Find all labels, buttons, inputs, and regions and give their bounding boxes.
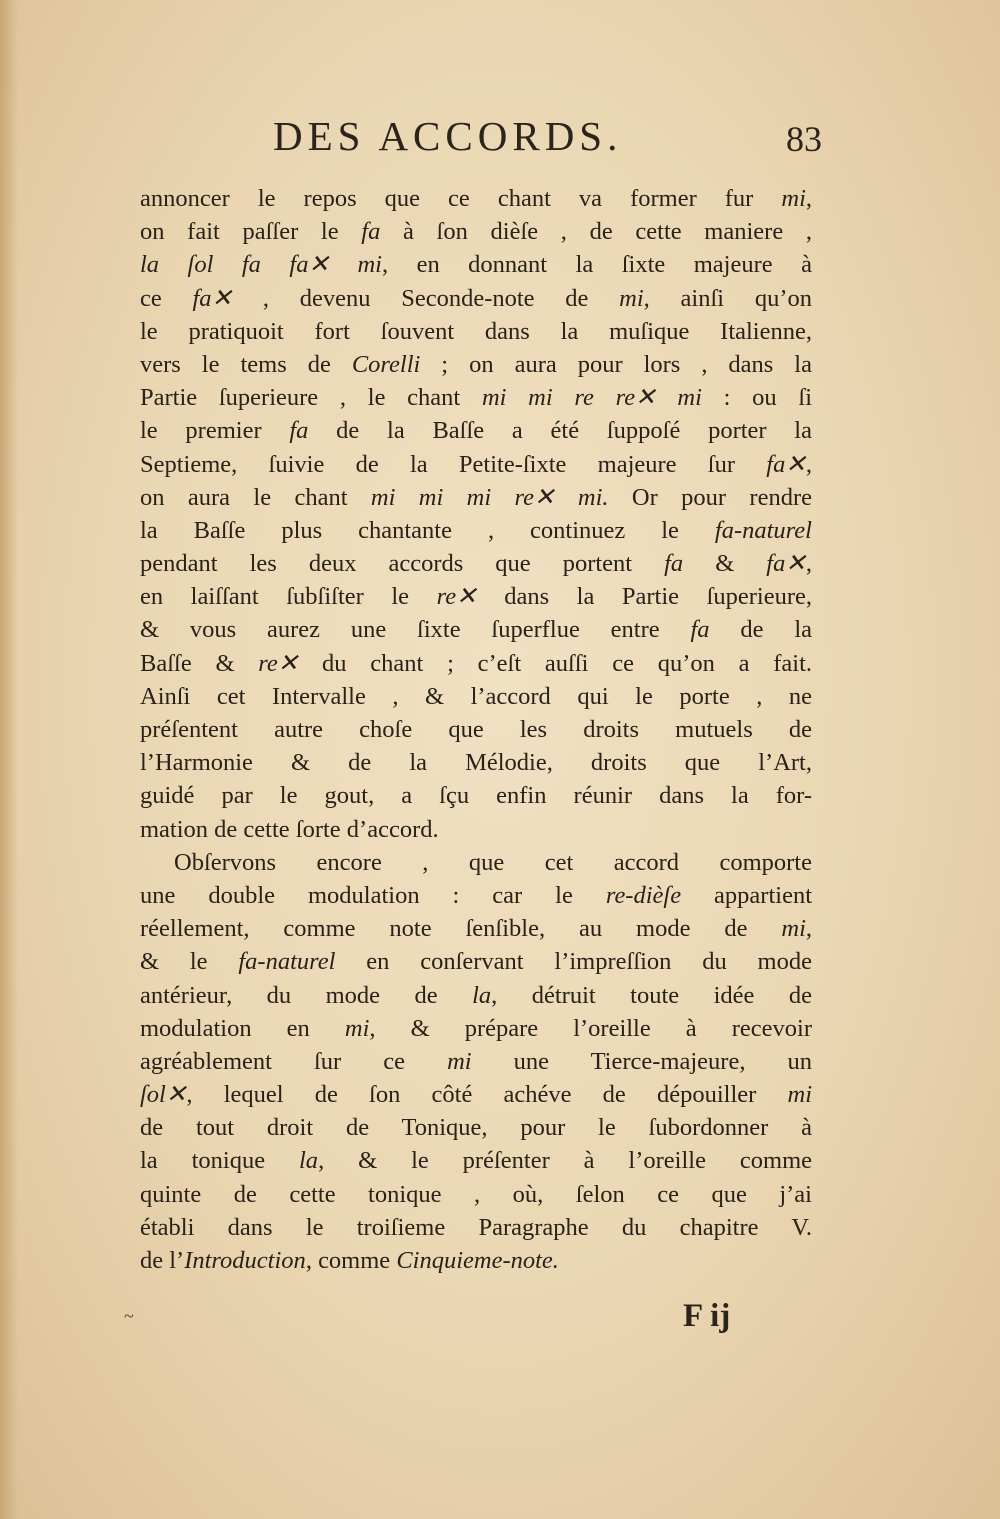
text-run: Or pour rendre bbox=[608, 483, 812, 511]
text-run: , devenu Seconde-note de bbox=[232, 284, 620, 312]
text-line bbox=[140, 1078, 812, 1111]
text-run: le pratiquoit fort ſouvent dans la muſique Italienne, bbox=[140, 317, 812, 345]
text-run: préſentent autre choſe que les droits mutuels de bbox=[140, 716, 812, 743]
text-line bbox=[140, 879, 812, 912]
italic-run: mi bbox=[344, 1014, 370, 1042]
text-run: Partie ſuperieure , le chant bbox=[140, 384, 482, 412]
text-run: une double modulation : car le bbox=[140, 881, 606, 909]
running-head-title: DES ACCORDS. bbox=[273, 113, 623, 159]
text-line bbox=[140, 315, 812, 348]
text-line bbox=[140, 1144, 812, 1177]
italic-run: fa✕ bbox=[766, 450, 806, 478]
text-run: de la bbox=[709, 616, 813, 644]
italic-run: fa bbox=[289, 417, 309, 445]
text-line bbox=[140, 613, 812, 646]
text-line bbox=[140, 381, 812, 414]
text-line bbox=[140, 414, 812, 447]
text-line bbox=[140, 846, 812, 879]
text-line bbox=[140, 680, 812, 713]
text-run: & le bbox=[140, 948, 239, 976]
text-run: on fait paſſer le bbox=[140, 218, 362, 246]
text-run: à ſon dièſe , de cette maniere , bbox=[380, 218, 812, 246]
text-run: pendant les deux accords que portent bbox=[140, 550, 665, 578]
text-line bbox=[140, 182, 812, 215]
text-run: de tout droit de Tonique, pour le ſubordonner à bbox=[140, 1114, 812, 1142]
text-run: l’Harmonie & de la Mélodie, droits que l’Art, bbox=[140, 749, 812, 777]
text-run: agréablement ſur ce bbox=[140, 1047, 448, 1075]
italic-run: re✕ bbox=[436, 583, 477, 611]
italic-run: mi bbox=[619, 284, 644, 312]
text-run: , & prépare l’oreille à recevoir bbox=[369, 1014, 812, 1042]
text-run: & vous aurez une ſixte ſuperflue entre bbox=[140, 616, 691, 644]
text-line bbox=[140, 746, 812, 779]
text-line bbox=[140, 1211, 812, 1244]
text-run: une Tierce-majeure, un bbox=[471, 1047, 812, 1075]
text-run: , détruit toute idée de bbox=[491, 981, 812, 1009]
text-run: modulation en bbox=[140, 1014, 345, 1042]
text-line bbox=[140, 1244, 812, 1277]
text-line bbox=[140, 647, 812, 680]
text-run: & bbox=[683, 550, 767, 578]
text-run: mation de cette ſorte d’accord. bbox=[140, 815, 439, 843]
text-run: antérieur, du mode de bbox=[140, 981, 473, 1009]
italic-run: re✕ bbox=[258, 649, 299, 677]
text-run: vers le tems de bbox=[140, 350, 352, 378]
text-line bbox=[140, 514, 812, 547]
italic-run: mi mi re re✕ mi bbox=[481, 384, 702, 412]
text-line bbox=[140, 580, 812, 613]
text-line bbox=[140, 779, 812, 812]
text-line bbox=[140, 945, 812, 978]
italic-run: re-dièſe bbox=[605, 881, 682, 909]
text-line bbox=[140, 979, 812, 1012]
italic-run: fa-naturel bbox=[238, 948, 336, 976]
text-line bbox=[140, 348, 812, 381]
italic-run: fa bbox=[361, 218, 381, 246]
text-line bbox=[140, 282, 812, 315]
italic-run: Cinquieme-note. bbox=[396, 1247, 559, 1274]
text-run: quinte de cette tonique , où, ſelon ce que j’ai bbox=[140, 1180, 812, 1208]
text-run: ce bbox=[140, 284, 193, 312]
text-line bbox=[140, 1178, 812, 1211]
text-run: Obſervons encore , que cet accord comporte bbox=[174, 848, 812, 876]
text-run: , bbox=[805, 450, 812, 478]
italic-run: la bbox=[472, 981, 492, 1009]
text-line bbox=[140, 1012, 812, 1045]
italic-run: fa-naturel bbox=[714, 516, 812, 544]
text-run: la Baſſe plus chantante , continuez le bbox=[140, 516, 715, 544]
italic-run: Corelli bbox=[351, 350, 421, 378]
text-run: établi dans le troiſieme Paragraphe du chapitre V. bbox=[140, 1213, 812, 1241]
italic-run: Introduction bbox=[184, 1247, 306, 1274]
text-run: , & le préſenter à l’oreille comme bbox=[318, 1147, 812, 1175]
italic-run: fa✕ bbox=[766, 550, 806, 578]
italic-run: mi mi mi re✕ mi. bbox=[370, 483, 609, 511]
italic-run: mi bbox=[781, 185, 806, 212]
text-line bbox=[140, 813, 812, 846]
text-run: , lequel de ſon côté achéve de dépouiller bbox=[186, 1081, 788, 1109]
text-run: , ainſi qu’on bbox=[643, 284, 812, 312]
text-line bbox=[140, 248, 812, 281]
text-run: on aura le chant bbox=[140, 483, 371, 511]
text-line bbox=[140, 713, 812, 746]
text-run: , bbox=[805, 185, 812, 212]
text-line bbox=[140, 1111, 812, 1144]
italic-run: ſol✕ bbox=[140, 1081, 187, 1109]
text-run: , bbox=[805, 915, 812, 943]
page-number: 83 bbox=[786, 119, 822, 159]
text-run: guidé par le gout, a ſçu enfin réunir dans la for- bbox=[140, 782, 812, 810]
text-run: dans la Partie ſuperieure, bbox=[476, 583, 813, 611]
italic-run: fa bbox=[690, 616, 710, 644]
text-run: , en donnant la ſixte majeure à bbox=[381, 251, 812, 279]
text-line bbox=[140, 481, 812, 514]
body-text bbox=[140, 182, 812, 1277]
text-line bbox=[140, 1045, 812, 1078]
text-line bbox=[140, 448, 812, 481]
text-run: appartient bbox=[681, 881, 813, 909]
text-run: , bbox=[805, 550, 813, 578]
italic-run: mi bbox=[787, 1081, 812, 1109]
italic-run: la bbox=[299, 1147, 319, 1175]
text-run: : ou ſi bbox=[701, 384, 813, 412]
text-run: du chant ; c’eſt auſſi ce qu’on a fait. bbox=[298, 649, 813, 677]
italic-run: fa bbox=[664, 550, 684, 578]
text-run: en laiſſant ſubſiſter le bbox=[140, 583, 437, 611]
text-run: ; on aura pour lors , dans la bbox=[420, 350, 812, 378]
text-line bbox=[140, 912, 812, 945]
text-run: en conſervant l’impreſſion du mode bbox=[335, 948, 812, 976]
italic-run: fa✕ bbox=[192, 284, 233, 312]
text-run: de l’ bbox=[140, 1247, 185, 1274]
running-head bbox=[138, 112, 828, 162]
text-run: Baſſe & bbox=[140, 649, 259, 677]
italic-run: mi bbox=[447, 1047, 472, 1075]
text-line bbox=[140, 215, 812, 248]
signature-mark: F ij bbox=[683, 1298, 731, 1334]
text-run: Septieme, ſuivie de la Petite-ſixte majeure ſur bbox=[140, 450, 767, 478]
text-run: , comme bbox=[305, 1247, 397, 1274]
text-line bbox=[140, 547, 812, 580]
text-run: la tonique bbox=[140, 1147, 299, 1175]
printer-mark: ~ bbox=[124, 1306, 134, 1326]
text-run: de la Baſſe a été ſuppoſé porter la bbox=[308, 417, 812, 445]
italic-run: la ſol fa fa✕ mi bbox=[140, 251, 382, 279]
text-run: le premier bbox=[140, 417, 290, 445]
page-edge-shadow bbox=[0, 0, 18, 1519]
italic-run: mi bbox=[781, 915, 806, 943]
text-run: Ainſi cet Intervalle , & l’accord qui le porte , ne bbox=[140, 682, 812, 710]
text-run: réellement, comme note ſenſible, au mode de bbox=[140, 915, 782, 943]
text-run: annoncer le repos que ce chant va former fur bbox=[140, 185, 782, 212]
